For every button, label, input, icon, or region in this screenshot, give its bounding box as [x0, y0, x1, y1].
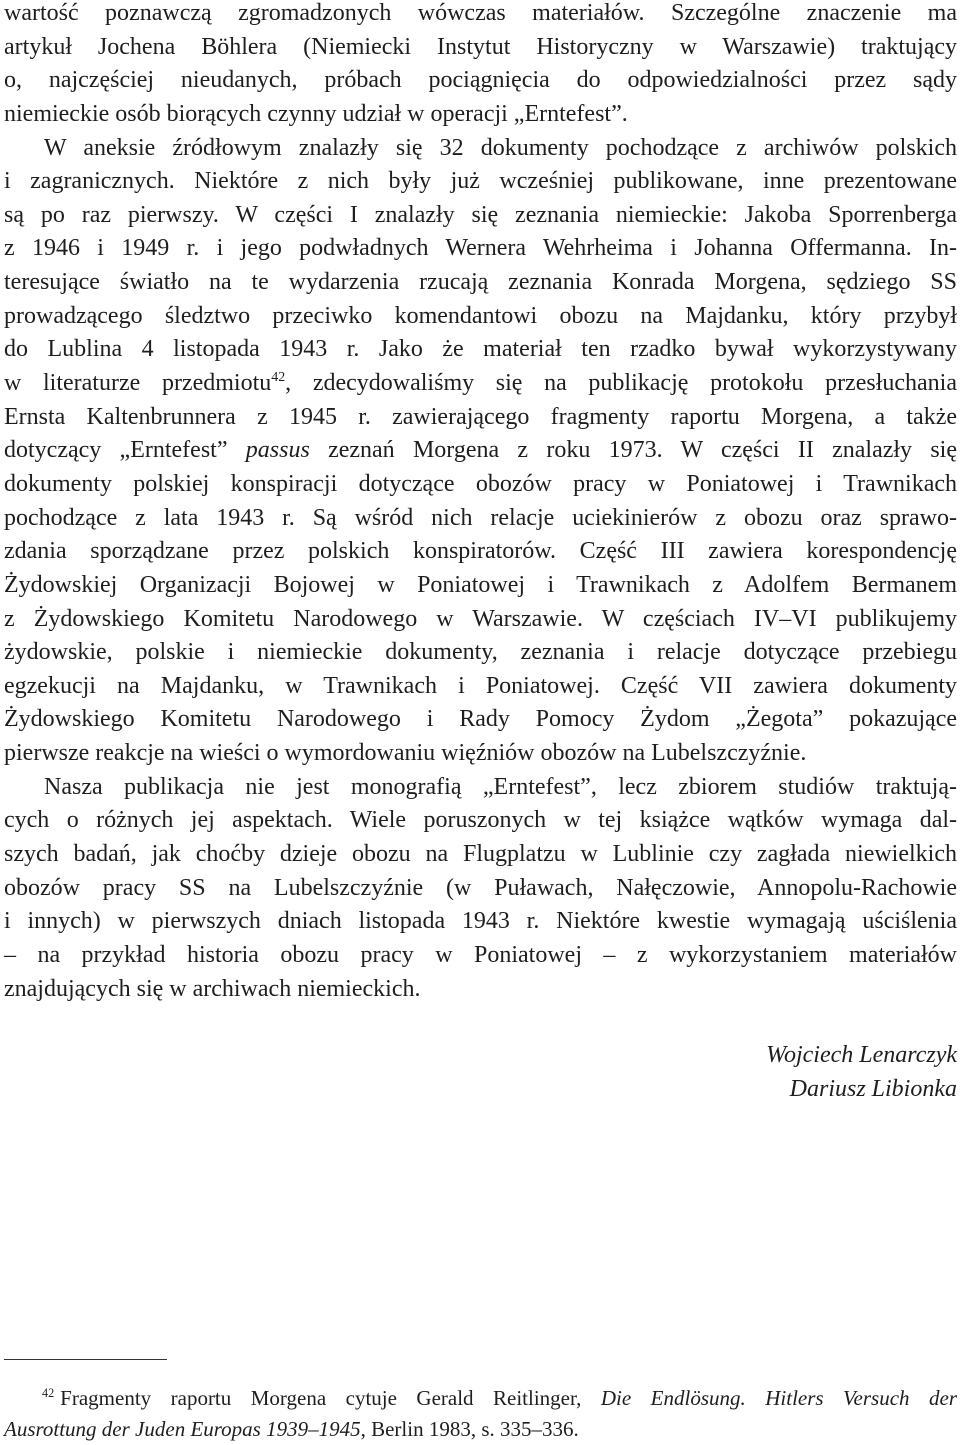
text-line: teresujące światło na te wydarzenia rzucają zeznania Konrada Morgena, sędziego SS	[4, 269, 957, 296]
text-segment: , zdecydowaliśmy się na publikację protokołu przesłuchania	[285, 370, 957, 397]
text-line: obozów pracy SS na Lubelszczyźnie (w Puławach, Nałęczowie, Annopolu-Rachowie	[4, 874, 957, 901]
text-line: zdania sporządzane przez polskich konspiratorów. Część III zawiera korespondencję	[4, 538, 957, 565]
author-signature	[557, 1038, 957, 1106]
text-line: z 1946 i 1949 r. i jego podwładnych Wernera Wehrheima i Johanna Offermanna. In-	[4, 235, 957, 262]
footnote-divider	[4, 1359, 167, 1360]
text-line: o, najczęściej nieudanych, próbach pociągnięcia do odpowiedzialności przez sądy	[4, 67, 957, 94]
paragraph-continued	[4, 0, 957, 132]
text-line: znajdujących się w archiwach niemieckich.	[4, 975, 421, 1002]
book-title: Die Endlösung. Hitlers Versuch der	[600, 1386, 957, 1410]
text-line: Nasza publikacja nie jest monografią „Erntefest”, lecz zbiorem studiów traktują-	[44, 773, 957, 800]
text-line: egzekucji na Majdanku, w Trawnikach i Poniatowej. Część VII zawiera dokumenty	[4, 672, 957, 699]
text-line: cych o różnych jej aspektach. Wiele poruszonych w tej książce wątków wymaga dal-	[4, 807, 957, 834]
author-name: Wojciech Lenarczyk	[766, 1042, 957, 1068]
text-segment: zeznań Morgena z roku 1973. W części II znalazły się	[309, 437, 957, 464]
text-line: Żydowskiej Organizacji Bojowej w Poniatowej i Trawnikach z Adolfem Bermanem	[4, 571, 957, 598]
italic-term: passus	[245, 437, 310, 464]
text-line: Ernsta Kaltenbrunnera z 1945 r. zawierającego fragmenty raportu Morgena, a także	[4, 403, 957, 430]
footnote-marker: 42	[42, 1386, 55, 1400]
text-line: W aneksie źródłowym znalazły się 32 dokumenty pochodzące z archiwów polskich	[44, 134, 957, 161]
text-line: niemieckie osób biorących czynny udział w operacji „Erntefest”.	[4, 100, 628, 127]
text-line: i zagranicznych. Niektóre z nich były już wcześniej publikowane, inne prezentowane	[4, 168, 957, 195]
text-segment: Fragmenty raportu Morgena cytuje Gerald Reitlinger,	[60, 1386, 601, 1410]
text-line: wartość poznawczą zgromadzonych wówczas materiałów. Szczególne znaczenie ma	[4, 0, 957, 26]
text-line: szych badań, jak choćby dzieje obozu na Flugplatzu w Lublinie czy zagłada niewielkich	[4, 841, 957, 868]
book-title: Ausrottung der Juden Europas 1939–1945	[4, 1417, 361, 1441]
text-line: Żydowskiego Komitetu Narodowego i Rady Pomocy Żydom „Żegota” pokazujące	[4, 706, 957, 733]
footnote-line	[4, 1383, 957, 1414]
footnote-line	[4, 1414, 957, 1445]
text-line: prowadzącego śledztwo przeciwko komendantowi obozu na Majdanku, który przybył	[4, 302, 957, 329]
text-line: do Lublina 4 listopada 1943 r. Jako że materiał ten rzadko bywał wykorzystywany	[4, 336, 957, 363]
text-segment: dotyczący „Erntefest”	[4, 437, 246, 464]
footnote-reference: 42	[271, 370, 286, 386]
paragraph-closing	[4, 771, 957, 1006]
text-line: pochodzące z lata 1943 r. Są wśród nich relacje uciekinierów z obozu oraz sprawo-	[4, 504, 957, 531]
main-text	[4, 0, 957, 1006]
text-line: pierwsze reakcje na wieści o wymordowaniu więźniów obozów na Lubelszczyźnie.	[4, 740, 807, 767]
text-line: i innych) w pierwszych dniach listopada 1943 r. Niektóre kwestie wymagają uściślenia	[4, 908, 957, 935]
author-name: Dariusz Libionka	[789, 1076, 957, 1102]
text-line: artykuł Jochena Böhlera (Niemiecki Instytut Historyczny w Warszawie) traktujący	[4, 33, 957, 60]
text-line: są po raz pierwszy. W części I znalazły się zeznania niemieckie: Jakoba Sporrenberga	[4, 201, 957, 228]
footnote	[4, 1383, 957, 1445]
text-line	[4, 434, 957, 468]
text-line: dokumenty polskiej konspiracji dotyczące obozów pracy w Poniatowej i Trawnikach	[4, 470, 957, 497]
paragraph-appendix-description	[4, 132, 957, 771]
text-line: – na przykład historia obozu pracy w Poniatowej – z wykorzystaniem materiałów	[4, 941, 957, 968]
text-segment: , Berlin 1983, s. 335–336.	[360, 1417, 579, 1441]
text-line: z Żydowskiego Komitetu Narodowego w Warszawie. W częściach IV–VI publikujemy	[4, 605, 957, 632]
text-segment: w literaturze przedmiotu	[4, 370, 272, 397]
text-line	[4, 367, 957, 401]
text-line: żydowskie, polskie i niemieckie dokumenty, zeznania i relacje dotyczące przebiegu	[4, 639, 957, 666]
